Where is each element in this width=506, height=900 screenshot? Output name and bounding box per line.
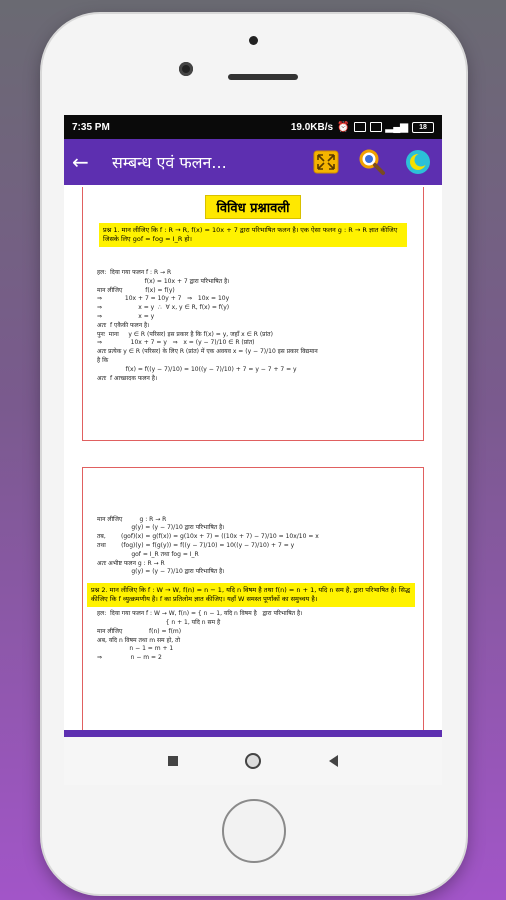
solution-line xyxy=(97,498,409,507)
back-button[interactable] xyxy=(329,755,338,767)
night-mode-button[interactable] xyxy=(402,148,434,176)
solution-line: { n + 1, यदि n सम है xyxy=(97,618,221,626)
pdf-page-2 xyxy=(82,467,424,737)
solution-line: g(y) = (y − 7)/10 द्वारा परिभाषित है। xyxy=(97,524,225,532)
status-time: 7:35 PM xyxy=(72,121,110,133)
expand-icon xyxy=(313,150,339,174)
sensor-dot xyxy=(249,36,258,45)
solution-line: अब, यदि n विषम तथा m सम हो, तो xyxy=(97,636,181,644)
status-icons xyxy=(291,122,434,133)
home-button[interactable] xyxy=(245,753,261,769)
question-2: प्रश्न 2. मान लीजिए कि f : W → W, f(n) = n − 1, यदि n विषम है तथा f(n) = n + 1, यदि n सम है, द्वारा परिभाषित है। सिद्ध कीजिए कि f व्युत्क्रमणीय है। f का प्रतिलोम ज्ञात कीजिए। यहाँ W समस्त पूर्णांकों का समुच्चय है। xyxy=(87,583,415,607)
solution-line: अतः f एकैकी फलन है। xyxy=(97,321,150,329)
alarm-icon: ⏰ xyxy=(337,121,350,133)
earpiece-speaker xyxy=(228,74,298,80)
moon-theme-icon xyxy=(404,148,432,176)
recents-button[interactable] xyxy=(168,756,178,766)
search-button[interactable] xyxy=(356,148,388,176)
solution-line: ⇒ 10x + 7 = 10y + 7 ⇒ 10x = 10y xyxy=(97,295,230,303)
fullscreen-button[interactable] xyxy=(310,148,342,176)
solution-line: अतः प्रत्येक y ∈ R (परिसर) के लिए R (प्रांत) में एक अवयव x = (y − 7)/10 इस प्रकार विद्यमान xyxy=(97,348,318,356)
app-title: सम्बन्ध एवं फलन... xyxy=(112,153,227,172)
search-icon xyxy=(358,148,386,176)
status-bar xyxy=(64,115,442,139)
solution-line: अतः अभीष्ट फलन g : R → R xyxy=(97,559,165,567)
network-speed: 19.0KB/s xyxy=(290,121,334,133)
home-hardware-button[interactable] xyxy=(222,799,286,863)
solution-line: मान लीजिए f(x) = f(y) xyxy=(97,286,175,294)
solution-line: मान लीजिए f(n) = f(m) xyxy=(97,627,182,635)
solution-line: है कि xyxy=(97,356,109,364)
system-nav-bar xyxy=(64,737,442,785)
phone-screen xyxy=(64,115,442,785)
solution-line: f(x) = 10x + 7 द्वारा परिभाषित है। xyxy=(97,277,230,285)
solution-line: ⇒ x = y xyxy=(97,312,155,320)
solution-line: तथा (fog)(y) = f(g(y)) = f((y − 7)/10) = 10((y − 7)/10) + 7 = y xyxy=(97,541,295,549)
solution-line: अतः f आच्छादक फलन है। xyxy=(97,374,158,382)
solution-line: f(x) = f((y − 7)/10) = 10((y − 7)/10) + 7 = y − 7 + 7 = y xyxy=(97,365,297,373)
battery-icon: 18 xyxy=(412,122,434,133)
solution-line: ⇒ 10x + 7 = y ⇒ x = (y − 7)/10 ∈ R (प्रांत) xyxy=(97,339,255,347)
solution-line: हल: दिया गया फलन f : R → R xyxy=(97,269,172,276)
sim-icon xyxy=(370,122,382,132)
solution-line: ⇒ x = y ∴ ∀ x, y ∈ R, f(x) = f(y) xyxy=(97,304,230,312)
solution-1 xyxy=(83,269,423,383)
question-1: प्रश्न 1. मान लीजिए कि f : R → R, f(x) = 10x + 7 द्वारा परिभाषित फलन है। एक ऐसा फलन g : R → R ज्ञात कीजिए जिसके लिए gof = fog = I_R हो। xyxy=(99,223,407,247)
back-arrow-icon[interactable]: ← xyxy=(72,150,89,174)
page-heading: विविध प्रश्नावली xyxy=(205,195,300,219)
solution-line: n − 1 = m + 1 xyxy=(97,645,174,653)
solution-line: पुनः माना y ∈ R (परिसर) इस प्रकार है कि f(x) = y, जहाँ x ∈ R (प्रांत) xyxy=(97,330,273,338)
solution-line: g(y) = (y − 7)/10 द्वारा परिभाषित है। xyxy=(97,568,225,576)
solution-line: तब, (gof)(x) = g(f(x)) = g(10x + 7) = ((10x + 7) − 7)/10 = 10x/10 = x xyxy=(97,533,319,541)
solution-line: मान लीजिए g : R → R xyxy=(97,515,167,523)
pdf-viewer[interactable] xyxy=(64,185,442,737)
solution-line: gof = I_R तथा fog = I_R xyxy=(97,550,199,558)
front-camera xyxy=(179,62,193,76)
solution-line: ⇒ n − m = 2 xyxy=(97,654,162,662)
solution-line: हल: दिया गया फलन f : W → W, f(n) = { n − 1, यदि n विषम है द्वारा परिभाषित है। xyxy=(97,610,303,618)
solution-2 xyxy=(83,610,423,663)
solution-1-continued xyxy=(83,498,423,577)
app-bar xyxy=(64,139,442,185)
notification-icon xyxy=(354,122,366,132)
signal-icon: ▂▄▆ xyxy=(385,121,408,133)
solution-line xyxy=(97,507,409,516)
pdf-page-1 xyxy=(82,187,424,441)
